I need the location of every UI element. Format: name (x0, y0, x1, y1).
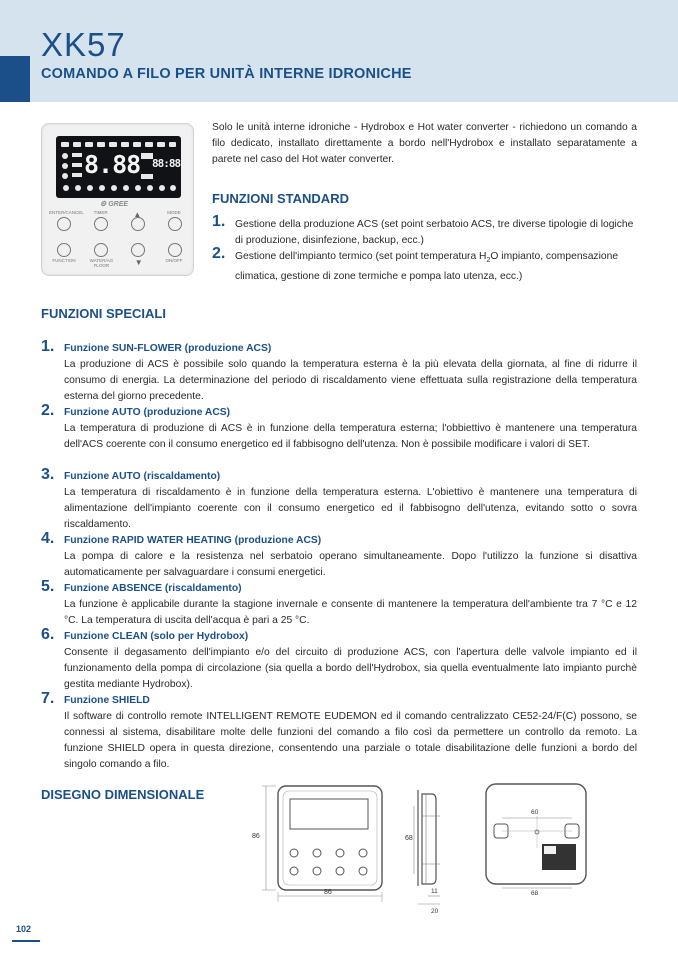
mode-label: MODE (167, 210, 181, 215)
button-labels-bottom (49, 258, 189, 268)
special-item-number: 5. (41, 578, 55, 595)
page-number-rule (12, 940, 40, 942)
lcd-small-digits: 88:88 (152, 157, 181, 170)
enter-cancel-label: ENTER/CANCEL (49, 210, 84, 215)
water-floor-label: WATER/AG FLOOR (89, 258, 114, 268)
special-item-text: La temperatura di produzione di ACS è in funzione della temperatura esterna; l'obbiettivo è mantenere una temperatura dell'ACS coerente con il consumo energetico ed il fabbisogno dell'utenza. Non è possibile modificare i valori di SET. (64, 423, 637, 450)
standard-item-text: Gestione della produzione ACS (set point serbatoio ACS, tre diverse tipologie di logiche di produzione, disinfezione, backup, ecc.) (235, 219, 634, 246)
side-depth-b-dim: 20 (431, 908, 439, 915)
special-item-number: 1. (41, 338, 55, 355)
special-functions-heading: FUNZIONI SPECIALI (41, 306, 166, 321)
special-item-number: 4. (41, 530, 55, 547)
page-subtitle: COMANDO A FILO PER UNITÀ INTERNE IDRONICHE (41, 66, 412, 82)
on-off-label: ON/OFF (165, 258, 183, 263)
lcd-display (56, 136, 181, 198)
special-item-title: Funzione SHIELD (64, 695, 150, 706)
lcd-main-digits: 8.88 (84, 150, 141, 179)
special-item-text: Consente il degasamento dell'impianto e/o del circuito di produzione ACS, con l'apertura delle valvole impianto ed il funzionamento della pompa di circolazione (sia quella a bordo dell'Hydrobox, sia quella eventualmente lato impianto purchè gestita mediante Hydrobox). (64, 647, 637, 690)
dimensional-drawing-heading: DISEGNO DIMENSIONALE (41, 787, 205, 802)
special-item-text: La funzione è applicabile durante la stagione invernale e consente di mantenere la temperatura dell'ambiente tra 7 °C e 12 °C. La temperatura di uscita dell'acqua è pari a 25 °C. (64, 599, 637, 626)
side-view (405, 790, 440, 915)
controller-buttons (49, 216, 189, 264)
special-item-text: Il software di controllo remote INTELLIGENT REMOTE EUDEMON ed il comando centralizzato CE52-24/F(C) possono, se connessi al sistema, disabilitare molte delle funzioni del comando a filo così da permettere un controllo da remoto. La funzione SHIELD opera in questa direzione, consentendo una parziale o totale disabilitazione delle funzioni a bordo del singolo comando a filo. (64, 711, 637, 770)
special-item-title: Funzione AUTO (produzione ACS) (64, 407, 231, 418)
special-item-number: 7. (41, 690, 55, 707)
side-depth-a-dim: 11 (431, 888, 438, 895)
intro-paragraph: Solo le unità interne idroniche - Hydrobox e Hot water converter - richiedono un comando a filo dedicato, installato direttamente a bordo nell'Hydrobox e installato separatamente a parete nel caso del Hot water converter. (212, 122, 637, 165)
up-arrow-icon: ▲ (133, 210, 142, 219)
back-bottom-dim: 68 (531, 890, 539, 897)
down-arrow-icon: ▼ (134, 258, 143, 267)
special-item-number: 6. (41, 626, 55, 643)
wired-controller-image (41, 123, 194, 276)
special-item-title: Funzione CLEAN (solo per Hydrobox) (64, 631, 249, 642)
special-item-title: Funzione AUTO (riscaldamento) (64, 471, 221, 482)
special-item-title: Funzione SUN-FLOWER (produzione ACS) (64, 343, 272, 354)
brand-logo: ⚙ GREE (100, 201, 129, 208)
timer-label: TIMER (93, 210, 108, 215)
special-item-text: La produzione di ACS è possibile solo quando la temperatura esterna è la più elevata della giornata, al fine di ridurre il consumo di energia. La determinazione del periodo di riscaldamento viene effettuata sulla registrazione della temperatura esterna del giorno precedente. (64, 359, 637, 402)
special-item-text: La pompa di calore e la resistenza nel serbatoio operano simultaneamente. Dopo l'utilizzo la funzione si disattiva automaticamente per salvaguardare i consumi energetici. (64, 551, 637, 578)
front-view (252, 786, 382, 902)
function-label: FUNCTION (52, 258, 76, 263)
special-item-title: Funzione RAPID WATER HEATING (produzione ACS) (64, 535, 322, 546)
dimensional-drawings (250, 776, 590, 921)
model-title: XK57 (41, 26, 126, 63)
back-view (486, 784, 586, 897)
standard-item-text: Gestione dell'impianto termico (set point temperatura $H_2O$ impianto, compensazione climatica, gestione di zone termiche e pompa lato utenza, ecc.) (235, 251, 619, 283)
standard-item-number: 2. (212, 245, 226, 262)
special-item-text: La temperatura di riscaldamento è in funzione della temperatura esterna. L'obiettivo è mantenere una temperatura di alimentazione dell'impianto coerente con il consumo energetico ed il fabbisogno dell'utenza, evitando sotto o sovra riscaldamento. (64, 487, 637, 530)
front-width-dim: 86 (324, 889, 332, 896)
front-height-dim: 86 (252, 833, 260, 840)
subscript: 2 (486, 257, 491, 265)
standard-item-number: 1. (212, 213, 226, 230)
drawing-svg (250, 776, 590, 916)
side-height-dim: 68 (405, 835, 413, 842)
special-item-title: Funzione ABSENCE (riscaldamento) (64, 583, 242, 594)
header-accent-tab (0, 56, 30, 102)
standard-functions-heading: FUNZIONI STANDARD (212, 191, 349, 206)
special-item-number: 2. (41, 402, 55, 419)
gree-logo-icon: ⚙ (100, 201, 109, 208)
page-number: 102 (16, 924, 32, 934)
special-item-number: 3. (41, 466, 55, 483)
back-top-dim: 60 (531, 809, 539, 816)
